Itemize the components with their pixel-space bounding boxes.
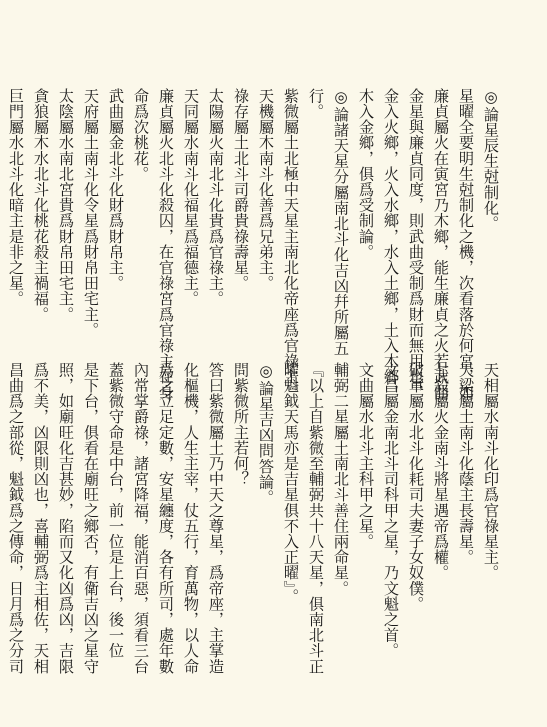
upper-text-column: 行。 bbox=[307, 88, 325, 120]
upper-text-column: 天同屬水南斗化福星爲福德主。 bbox=[182, 88, 200, 307]
lower-text-column: 天梁屬土南斗化蔭主長壽星。 bbox=[457, 362, 475, 565]
lower-text-column: 曜魁鉞天馬亦是吉星俱不入正曜』。 bbox=[282, 362, 300, 604]
lower-text-column: 爲不美，凶限則凶也，喜輔弼爲主相佐，天相 bbox=[32, 362, 50, 674]
lower-text-column: ◎論星吉凶問答論。 bbox=[257, 362, 275, 506]
upper-text-column: 貪狼屬木水北斗化桃花殺主禍福。 bbox=[32, 88, 50, 322]
lower-text-column: 七殺屬火金南斗將星遇帝爲權。 bbox=[432, 362, 450, 581]
upper-text-column: 天機屬木南斗化善爲兄弟主。 bbox=[257, 88, 275, 291]
lower-text-column: 照，如廟旺化吉甚妙，陷而又化凶爲凶，吉限 bbox=[57, 362, 75, 674]
upper-text-column: 太陰屬水南北宮貴爲財帛田宅主。 bbox=[57, 88, 75, 322]
lower-text-column: 破軍屬水北斗化耗司夫妻子女奴僕。 bbox=[407, 362, 425, 612]
lower-text-column: 昌曲爲之部從，魁鉞爲之傳命，日月爲之分司 bbox=[7, 362, 25, 674]
upper-text-column: 廉貞屬火北斗化殺囚，在官祿宮爲官祿主在身 bbox=[157, 88, 175, 400]
upper-text-column: 木入金鄉，俱爲受制論。 bbox=[357, 88, 375, 260]
upper-text-block bbox=[3, 88, 503, 400]
upper-text-column: 紫微屬土北極中天星主南北化帝座爲官祿主。 bbox=[282, 88, 300, 400]
upper-text-column: 命爲次桃花。 bbox=[132, 88, 150, 182]
lower-text-column: 文曲屬水北斗主科甲之星。 bbox=[357, 362, 375, 550]
lower-text-column: 內常掌爵祿，諸宮降福，能消百惡，須看三台 bbox=[132, 362, 150, 674]
upper-text-column: ◎論諸天星分屬南北斗化吉凶幷所屬五 bbox=[332, 88, 350, 356]
lower-text-column: 是下台，俱看在廟旺之鄉否，有衛吉凶之星守 bbox=[82, 362, 100, 674]
lower-text-column: 『以上自紫微至輔弼共十八天星，俱南北斗正 bbox=[307, 362, 325, 674]
lower-text-column: 輔弼二星屬土南北斗善住兩命星。 bbox=[332, 362, 350, 596]
lower-text-column: 問紫微所主若何？ bbox=[232, 362, 250, 487]
lower-text-column: 文昌屬金南北斗司科甲之星，乃文魁之首。 bbox=[382, 362, 400, 659]
upper-text-column: 太陽屬火南北斗化貴爲官祿主。 bbox=[207, 88, 225, 307]
lower-text-column: 化樞機，人生主宰，仗五行，育萬物，以人命 bbox=[182, 362, 200, 674]
upper-text-column: 武曲屬金北斗化財爲財帛主。 bbox=[107, 88, 125, 291]
lower-text-column: 蓋紫微守命是中台，前一位是上台，後一位 bbox=[107, 362, 125, 659]
upper-text-column: 天府屬土南斗化令星爲財帛田宅主。 bbox=[82, 88, 100, 338]
upper-text-column: ◎論星辰生尅制化。 bbox=[482, 88, 500, 232]
upper-text-column: 金星與廉貞同度，則武曲受制爲財而無用也， bbox=[407, 88, 425, 400]
upper-text-column: 巨門屬水北斗化暗主是非之星。 bbox=[7, 88, 25, 307]
upper-text-column: 星曜全要明生尅制化之機，次看落於何宮，如 bbox=[457, 88, 475, 400]
lower-text-column: 天相屬水南斗化印爲官祿星主。 bbox=[482, 362, 500, 581]
upper-text-column: 廉貞屬火在寅宮乃木鄉，能生廉貞之火若武曲 bbox=[432, 88, 450, 400]
upper-text-column: 金入火鄉，火入水鄉，水入土鄉，土入木鄉， bbox=[382, 88, 400, 400]
lower-text-column: 爲之立足定數，安星纏度，各有所司，處年數 bbox=[157, 362, 175, 674]
lower-text-block bbox=[3, 362, 503, 688]
upper-text-column: 祿存屬土北斗司爵貴祿壽星。 bbox=[232, 88, 250, 291]
lower-text-column: 答曰紫微屬土乃中天之尊星，爲帝座，主掌造 bbox=[207, 362, 225, 674]
